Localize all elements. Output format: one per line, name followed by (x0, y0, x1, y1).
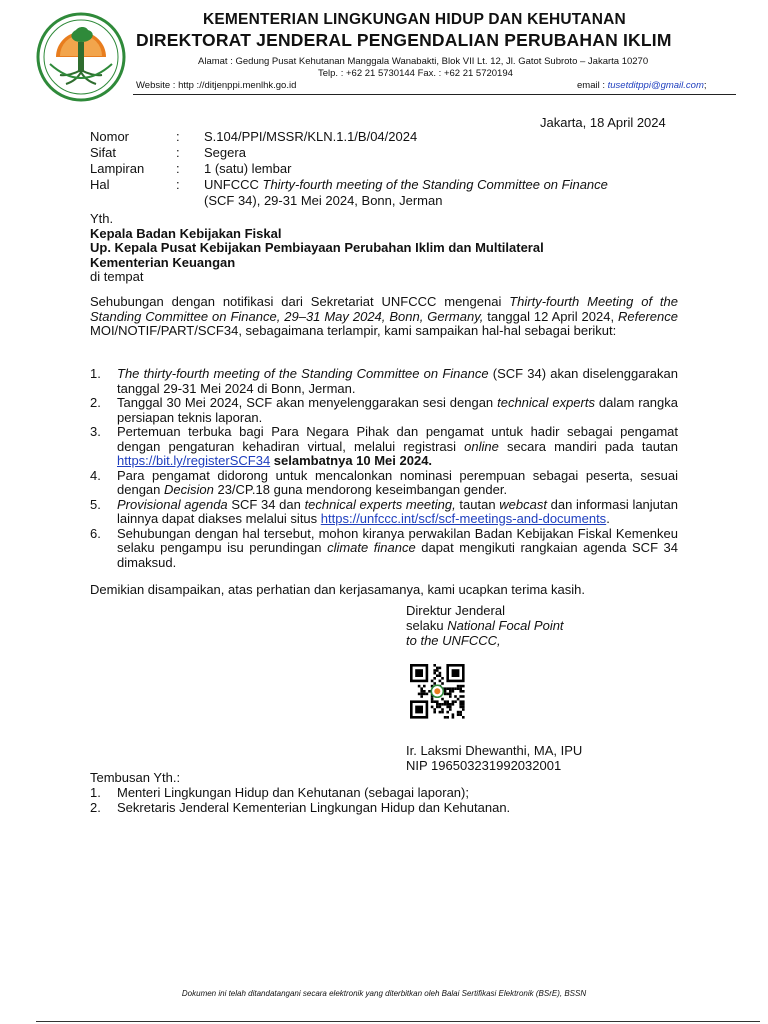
recipient-line2: Up. Kepala Pusat Kebijakan Pembiayaan Perubahan Iklim dan Multilateral (90, 240, 544, 255)
item-plain: (SCF 34) akan diselenggarakan tanggal 29-31 Mei 2024 di Bonn, Jerman. (117, 366, 678, 396)
register-link[interactable]: https://bit.ly/registerSCF34 (117, 453, 271, 468)
cc-number: 1. (90, 785, 101, 800)
item-plain: secara mandiri pada tautan (498, 438, 678, 454)
item-text (117, 367, 678, 396)
email-link[interactable]: tusetditppi@gmail.com (607, 80, 704, 91)
item-italic: Provisional agenda (117, 496, 228, 512)
signatory-identity (406, 743, 582, 773)
signatory-title: Direktur Jenderal (406, 603, 505, 618)
items-list (90, 367, 678, 570)
list-item (90, 367, 678, 396)
role-plain: selaku (406, 618, 448, 633)
scf-documents-link[interactable]: https://unfccc.int/scf/scf-meetings-and-documents (320, 511, 607, 526)
subject-italic: Thirty-fourth meeting of the Standing Committee on Finance (262, 177, 608, 192)
letterhead-divider (133, 94, 736, 95)
item-italic: technical experts meeting, (304, 496, 456, 512)
intro-italic: Thirty-fourth Meeting of the Standing Committee on Finance, 29–31 May 2024, Bonn, Germany, (90, 294, 678, 324)
intro-paragraph (90, 295, 678, 339)
intro-italic: Reference (618, 308, 678, 324)
email-suffix: ; (703, 80, 707, 91)
carbon-copy-block (90, 770, 510, 815)
item-plain: Tanggal 30 Mei 2024, SCF akan menyelenggarakan sesi dengan (117, 395, 498, 410)
qr-code-signature-icon (409, 657, 466, 725)
list-item (90, 396, 678, 425)
subject-line2: (SCF 34), 29-31 Mei 2024, Bonn, Jerman (204, 193, 443, 208)
recipient-line1: Kepala Badan Kebijakan Fiskal (90, 225, 282, 241)
item-plain: Para pengamat didorong untuk mencalonkan nominasi perempuan sebagai peserta, sesuai dengan (117, 467, 678, 497)
intro-text: tanggal 12 April 2024, (483, 308, 619, 324)
item-plain: SCF 34 dan (227, 496, 305, 512)
meta-sep: : (176, 129, 180, 144)
ministry-tree-emblem-icon (36, 12, 126, 102)
closing-paragraph: Demikian disampaikan, atas perhatian dan kerjasamanya, kami ucapkan terima kasih. (90, 582, 585, 597)
letterhead-email (577, 80, 707, 91)
item-plain: Sehubungan dengan hal tersebut, mohon kiranya perwakilan Badan Kebijakan Fiskal Kemenkeu selaku pengampu isu perundingan (117, 525, 678, 555)
meta-key: Sifat (90, 145, 117, 160)
recipient-block (90, 212, 678, 285)
subject-plain: UNFCCC (204, 177, 263, 192)
item-bold: selambatnya 10 Mei 2024. (270, 453, 433, 468)
item-number: 2. (90, 395, 101, 410)
item-plain: 23/CP.18 guna mendorong keseimbangan gender. (213, 482, 508, 497)
item-italic: The thirty-fourth meeting of the Standing Committee on Finance (117, 366, 489, 381)
meta-row-hal (90, 177, 684, 209)
item-text (117, 396, 678, 425)
letterhead-website: Website : http ://ditjenppi.menlhk.go.id (136, 80, 297, 91)
footer-divider (36, 1021, 760, 1022)
signatory-role-line2 (406, 633, 564, 648)
item-number: 3. (90, 424, 101, 439)
intro-text: MOI/NOTIF/PART/SCF34, sebagaimana terlampir, kami sampaikan hal-hal sebagai berikut: (90, 323, 617, 338)
meta-value: Segera (204, 145, 246, 160)
meta-key: Lampiran (90, 161, 145, 176)
item-italic: online (464, 438, 499, 454)
item-plain: dalam rangka persiapan teknis laporan. (117, 395, 678, 425)
item-italic: webcast (499, 496, 547, 512)
footer-note: Dokumen ini telah ditandatangani secara elektronik yang diterbitkan oleh Balai Sertifikasi Elektronik (BSrE), BSSN (181, 989, 587, 998)
meta-sep: : (176, 161, 180, 176)
letterhead-phone: Telp. : +62 21 5730144 Fax. : +62 21 5720194 (318, 68, 513, 79)
email-label: email : (577, 80, 608, 91)
list-item (90, 527, 678, 571)
letter-meta (90, 129, 684, 209)
item-plain: . (606, 511, 610, 526)
signatory-nip: NIP 196503231992032001 (406, 758, 562, 773)
meta-sep: : (176, 145, 180, 160)
meta-key: Hal (90, 177, 110, 192)
item-text (117, 425, 678, 469)
cc-item (90, 785, 510, 800)
cc-title: Tembusan Yth.: (90, 770, 181, 785)
list-item (90, 425, 678, 469)
list-item (90, 469, 678, 498)
item-plain: dapat mengikuti rangkaian agenda SCF 34 dimaksud. (117, 540, 679, 570)
recipient-yth: Yth. (90, 211, 114, 226)
recipient-line4: di tempat (90, 269, 144, 284)
signatory-role (406, 618, 564, 633)
signatory-name: Ir. Laksmi Dhewanthi, MA, IPU (406, 743, 583, 758)
item-number: 4. (90, 467, 101, 483)
meta-value (204, 177, 684, 209)
item-italic: Decision (164, 482, 214, 497)
intro-text: Sehubungan dengan notifikasi dari Sekretariat UNFCCC mengenai (90, 294, 510, 309)
meta-value: 1 (satu) lembar (204, 161, 292, 176)
qr-code-signature (409, 657, 466, 725)
role-italic: to the UNFCCC, (406, 633, 501, 648)
letterhead-address: Alamat : Gedung Pusat Kehutanan Manggala Wanabakti, Blok VII Lt. 12, Jl. Gatot Subroto – Jakarta 10270 (198, 56, 649, 67)
item-plain: dan informasi lanjutan lainnya dapat diakses melalui situs (117, 496, 678, 526)
item-text (117, 469, 678, 498)
signature-block (406, 603, 564, 648)
item-number: 6. (90, 525, 101, 541)
item-plain: tautan (455, 496, 500, 512)
meta-row-nomor (90, 129, 684, 145)
cc-text: Menteri Lingkungan Hidup dan Kehutanan (sebagai laporan); (117, 785, 469, 800)
item-number: 5. (90, 496, 101, 512)
item-number: 1. (90, 366, 101, 381)
item-plain: Pertemuan terbuka bagi Para Negara Pihak dan pengamat untuk hadir sebagai pengamat dengan pengaturan kehadiran virtual, melalui registrasi (117, 424, 678, 454)
list-item (90, 498, 678, 527)
role-italic: National Focal Point (447, 618, 564, 633)
recipient-line3: Kementerian Keuangan (90, 254, 236, 270)
meta-row-lampiran (90, 161, 684, 177)
meta-key: Nomor (90, 129, 130, 144)
letterhead-ministry: KEMENTERIAN LINGKUNGAN HIDUP DAN KEHUTANAN (203, 11, 626, 28)
letter-date: Jakarta, 18 April 2024 (540, 115, 666, 130)
meta-row-sifat (90, 145, 684, 161)
meta-sep: : (176, 177, 180, 192)
meta-value: S.104/PPI/MSSR/KLN.1.1/B/04/2024 (204, 129, 418, 144)
cc-item (90, 800, 510, 815)
letterhead-directorate: DIREKTORAT JENDERAL PENGENDALIAN PERUBAHAN IKLIM (136, 30, 672, 50)
item-text (117, 527, 678, 571)
ministry-logo (36, 12, 126, 102)
item-text (117, 498, 678, 527)
cc-number: 2. (90, 800, 101, 815)
item-italic: technical experts (497, 395, 595, 410)
cc-text: Sekretaris Jenderal Kementerian Lingkungan Hidup dan Kehutanan. (117, 800, 511, 815)
item-italic: climate finance (327, 540, 416, 555)
